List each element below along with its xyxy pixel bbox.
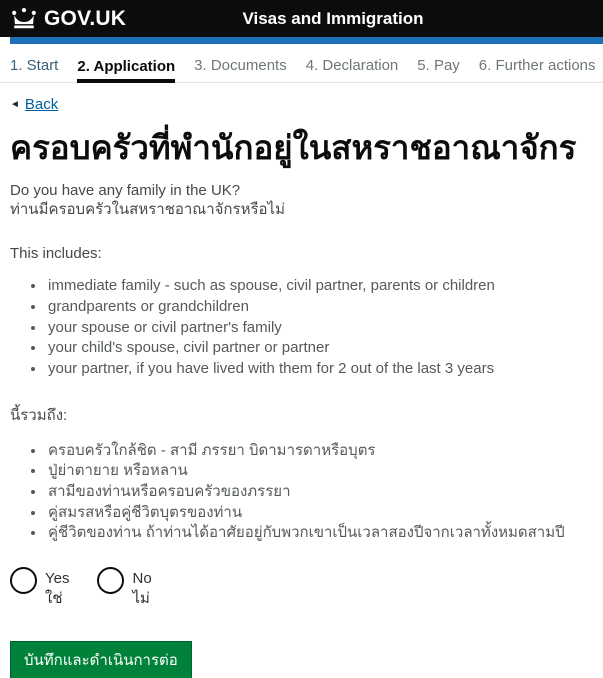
step-further-actions: 6. Further actions (478, 57, 596, 74)
list-item: • คู่สมรสหรือคู่ชีวิตบุตรของท่าน (46, 503, 593, 524)
back-link-label[interactable]: Back (24, 96, 59, 113)
radio-no-input[interactable] (97, 567, 124, 594)
step-nav (0, 44, 603, 83)
radio-option-yes[interactable] (10, 567, 69, 608)
step-application[interactable]: 2. Application (77, 58, 175, 83)
question-block (10, 181, 593, 221)
includes-intro-en: This includes: (10, 245, 102, 263)
includes-intro-th: นี้รวมถึง: (10, 406, 68, 424)
radio-no-labels (132, 567, 151, 608)
radio-yes-input[interactable] (10, 567, 37, 594)
save-continue-button[interactable]: บันทึกและดำเนินการต่อ (10, 641, 192, 678)
family-radio-group (10, 567, 593, 608)
includes-list-th (10, 441, 593, 544)
header (0, 0, 603, 37)
list-item: • your spouse or civil partner's family (46, 318, 593, 339)
back-arrow-icon: ◄ (10, 98, 20, 110)
list-item: • immediate family - such as spouse, civil partner, parents or children (46, 276, 593, 297)
radio-option-no[interactable] (97, 567, 151, 608)
page-title: ครอบครัวที่พำนักอยู่ในสหราชอาณาจักร (10, 129, 577, 166)
question-text-en: Do you have any family in the UK? (10, 181, 241, 199)
step-pay: 5. Pay (417, 57, 460, 74)
back-link[interactable] (10, 96, 593, 113)
service-name: Visas and Immigration (242, 8, 424, 28)
list-item: • ครอบครัวใกล้ชิด - สามี ภรรยา บิดามารดาหรือบุตร (46, 441, 593, 462)
crown-icon (10, 7, 38, 30)
step-declaration: 4. Declaration (305, 57, 399, 74)
list-item: • your child's spouse, civil partner or partner (46, 338, 593, 359)
govuk-logotype: GOV.UK (44, 6, 127, 30)
list-item: • grandparents or grandchildren (46, 297, 593, 318)
includes-list-en (10, 276, 593, 379)
question-text-th: ท่านมีครอบครัวในสหราชอาณาจักรหรือไม่ (10, 201, 285, 219)
radio-no-label-th: ไม่ (132, 589, 150, 607)
step-start[interactable]: 1. Start (10, 57, 59, 74)
main-content (0, 128, 603, 678)
list-item: • ปู่ย่าตายาย หรือหลาน (46, 461, 593, 482)
list-item: • สามีของท่านหรือครอบครัวของภรรยา (46, 482, 593, 503)
radio-yes-labels (45, 567, 69, 608)
step-documents: 3. Documents (194, 57, 287, 74)
radio-no-label-en: No (132, 570, 152, 588)
list-item: • your partner, if you have lived with them for 2 out of the last 3 years (46, 359, 593, 380)
radio-yes-label-th: ใช่ (45, 589, 63, 607)
govuk-logo[interactable] (10, 7, 126, 31)
list-item: • คู่ชีวิตของท่าน ถ้าท่านได้อาศัยอยู่กับพวกเขาเป็นเวลาสองปีจากเวลาทั้งหมดสามปี (46, 523, 593, 544)
header-accent-bar (10, 37, 603, 44)
radio-yes-label-en: Yes (45, 570, 70, 588)
